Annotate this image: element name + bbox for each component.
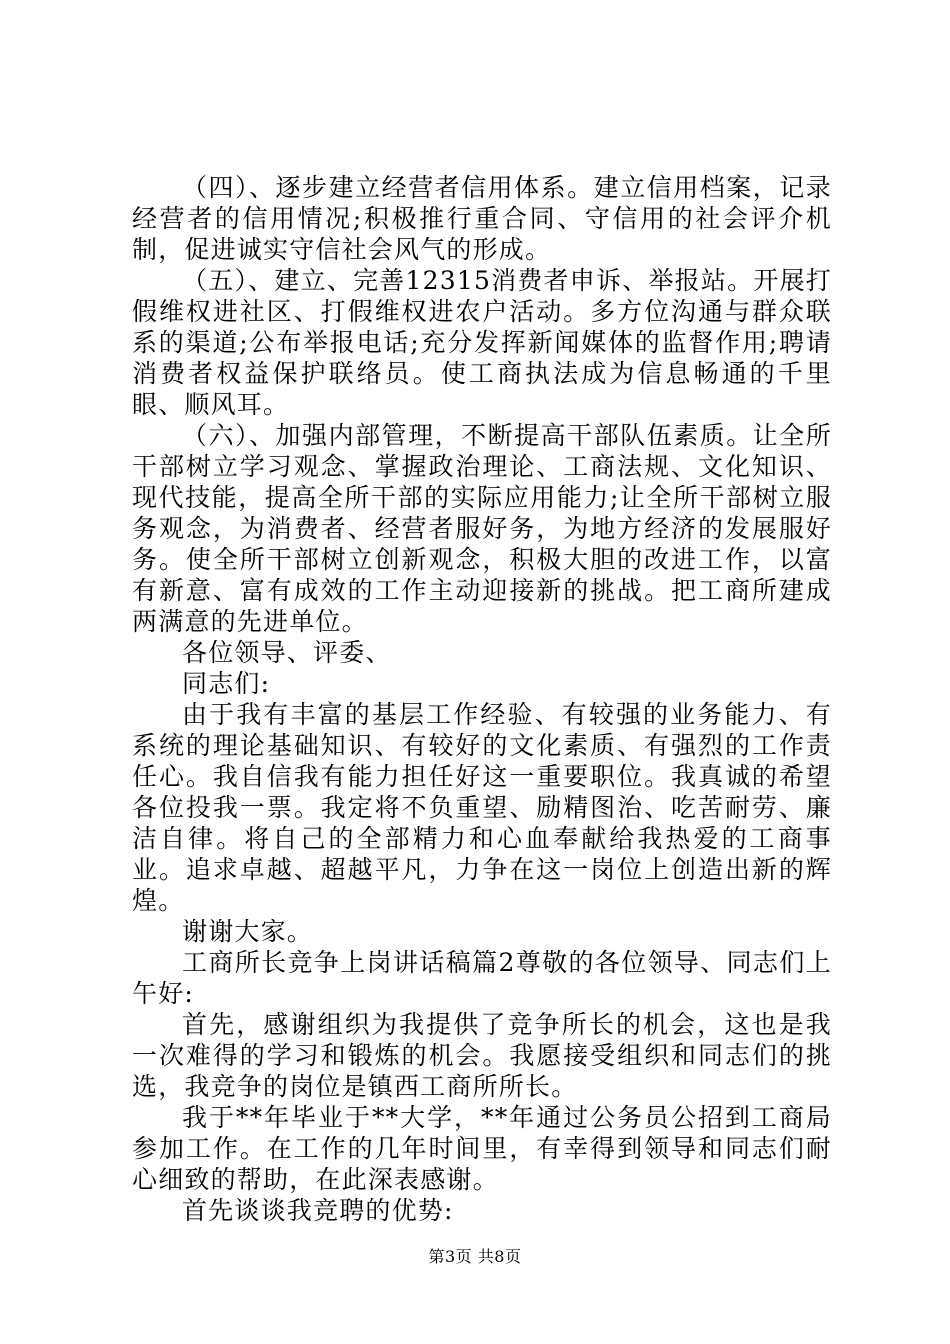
page-footer: 第3页 共8页 xyxy=(428,1247,522,1266)
paragraph-advantages: 首先谈谈我竞聘的优势: xyxy=(182,1196,454,1225)
paragraph-thanks: 谢谢大家。 xyxy=(182,917,314,946)
paragraph-opening: 首先，感谢组织为我提供了竞争所长的机会，这也是我一次难得的学习和锻炼的机会。我愿接受组织和同志们的挑选，我竞争的岗位是镇西工商所所长。 xyxy=(132,1010,832,1101)
document-body xyxy=(132,172,832,1226)
paragraph-5: （五）、建立、完善12315消费者申诉、举报站。开展打假维权进社区、打假维权进农户活动。多方位沟通与群众联系的渠道;公布举报电话;充分发挥新闻媒体的监督作用;聘请消费者权益保护联络员。使工商执法成为信息畅通的千里眼、顺风耳。 xyxy=(132,266,832,419)
salutation-leaders: 各位领导、评委、 xyxy=(182,638,392,667)
paragraph-qualifications: 由于我有丰富的基层工作经验、有较强的业务能力、有系统的理论基础知识、有较好的文化素质、有强烈的工作责任心。我自信我有能力担任好这一重要职位。我真诚的希望各位投我一票。我定将不负重望、励精图治、吃苦耐劳、廉洁自律。将自己的全部精力和心血奉献给我热爱的工商事业。追求卓越、超越平凡，力争在这一岗位上创造出新的辉煌。 xyxy=(132,700,832,915)
salutation-comrades: 同志们: xyxy=(182,669,271,698)
paragraph-background: 我于**年毕业于**大学，**年通过公务员公招到工商局参加工作。在工作的几年时间里，有幸得到领导和同志们耐心细致的帮助，在此深表感谢。 xyxy=(132,1103,832,1194)
paragraph-4: （四）、逐步建立经营者信用体系。建立信用档案，记录经营者的信用情况;积极推行重合同、守信用的社会评介机制，促进诚实守信社会风气的形成。 xyxy=(132,173,832,264)
paragraph-speech-2-title: 工商所长竞争上岗讲话稿篇2尊敬的各位领导、同志们上午好: xyxy=(132,948,832,1008)
paragraph-6: （六）、加强内部管理，不断提高干部队伍素质。让全所干部树立学习观念、掌握政治理论、工商法规、文化知识、现代技能，提高全所干部的实际应用能力;让全所干部树立服务观念，为消费者、经营者服好务，为地方经济的发展服好务。使全所干部树立创新观念，积极大胆的改进工作，以富有新意、富有成效的工作主动迎接新的挑战。把工商所建成两满意的先进单位。 xyxy=(132,421,832,636)
